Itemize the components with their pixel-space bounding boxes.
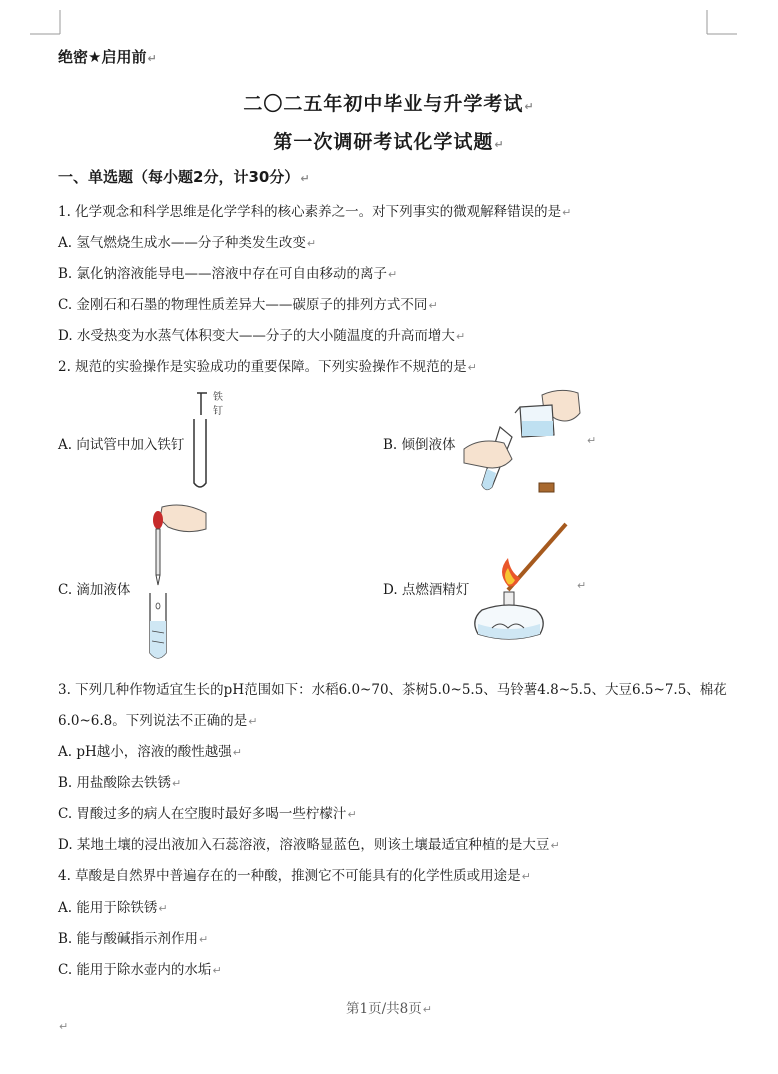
option-a[interactable]: A. 氢气燃烧生成水——分子种类发生改变↵ <box>58 235 317 251</box>
paragraph-mark-icon: ↵ <box>199 933 209 946</box>
paragraph-mark-icon: ↵ <box>524 100 535 113</box>
paragraph-mark-icon: ↵ <box>428 299 438 312</box>
option-b[interactable]: B. 倾倒液体 <box>383 437 456 453</box>
crop-mark-icon <box>30 10 62 36</box>
paragraph-mark-icon: ↵ <box>300 172 310 185</box>
figure-label: 铁 <box>213 392 223 403</box>
figure-label: 钉 <box>213 406 223 417</box>
option-d[interactable]: D. 某地土壤的浸出液加入石蕊溶液，溶液略显蓝色，则该土壤最适宜种植的是大豆↵ <box>58 837 560 853</box>
paragraph-mark-icon: ↵ <box>494 138 505 151</box>
question-stem-continued: 6.0~6.8。下列说法不正确的是↵ <box>58 713 258 729</box>
paragraph-mark-icon: ↵ <box>347 808 357 821</box>
page-number-footer: 第1页/共8页↵ <box>346 1001 432 1017</box>
option-c[interactable]: C. 能用于除水壶内的水垢↵ <box>58 962 222 978</box>
section-heading: 一、单选题（每小题2分，计30分）↵ <box>58 168 310 186</box>
paragraph-mark-icon: ↵ <box>232 746 242 759</box>
question-stem: 1. 化学观念和科学思维是化学学科的核心素养之一。对下列事实的微观解释错误的是↵ <box>58 204 572 220</box>
option-a[interactable]: A. pH越小，溶液的酸性越强↵ <box>58 744 242 760</box>
paragraph-mark-icon: ↵ <box>521 870 531 883</box>
paragraph-mark-icon: ↵ <box>455 330 466 343</box>
paragraph-mark-icon: ↵ <box>147 52 157 65</box>
pouring-liquid-figure <box>460 383 585 498</box>
option-d[interactable]: D. 水受热变为水蒸气体积变大——分子的大小随温度的升高而增大↵ <box>58 328 466 344</box>
option-b[interactable]: B. 能与酸碱指示剂作用↵ <box>58 931 209 947</box>
confidential-label: 绝密★启用前↵ <box>58 48 157 66</box>
option-b[interactable]: B. 氯化钠溶液能导电——溶液中存在可自由移动的离子↵ <box>58 266 398 282</box>
option-a[interactable]: A. 能用于除铁锈↵ <box>58 900 168 916</box>
option-a[interactable]: A. 向试管中加入铁钉 <box>58 437 185 453</box>
question-stem: 3. 下列几种作物适宜生长的pH范围如下：水稻6.0~70、茶树5.0~5.5、马铃薯4.8~5.5、大豆6.5~7.5、棉花 <box>58 682 727 698</box>
paragraph-mark-icon: ↵ <box>577 579 587 592</box>
paragraph-mark-icon: ↵ <box>306 237 317 250</box>
paragraph-mark-icon: ↵ <box>172 777 182 790</box>
option-c[interactable]: C. 金刚石和石墨的物理性质差异大——碳原子的排列方式不同↵ <box>58 297 438 313</box>
exam-subtitle: 第一次调研考试化学试题↵ <box>273 131 505 153</box>
option-c[interactable]: C. 胃酸过多的病人在空腹时最好多喝一些柠檬汁↵ <box>58 806 357 822</box>
option-b[interactable]: B. 用盐酸除去铁锈↵ <box>58 775 182 791</box>
exam-title: 二〇二五年初中毕业与升学考试↵ <box>243 93 535 115</box>
paragraph-mark-icon: ↵ <box>587 434 597 447</box>
test-tube-iron-nail-figure <box>180 385 240 497</box>
paragraph-mark-icon: ↵ <box>212 964 222 977</box>
paragraph-mark-icon: ↵ <box>550 839 560 852</box>
alcohol-lamp-figure <box>470 520 568 650</box>
option-c[interactable]: C. 滴加液体 <box>58 582 131 598</box>
paragraph-mark-icon: ↵ <box>562 206 572 219</box>
paragraph-mark-icon: ↵ <box>248 715 258 728</box>
paragraph-mark-icon: ↵ <box>59 1020 69 1033</box>
option-d[interactable]: D. 点燃酒精灯 <box>383 582 470 598</box>
dropper-figure <box>140 503 212 665</box>
paragraph-mark-icon: ↵ <box>467 361 477 374</box>
question-stem: 4. 草酸是自然界中普遍存在的一种酸，推测它不可能具有的化学性质或用途是↵ <box>58 868 531 884</box>
paragraph-mark-icon: ↵ <box>422 1003 432 1016</box>
paragraph-mark-icon: ↵ <box>388 268 398 281</box>
paragraph-mark-icon: ↵ <box>158 902 168 915</box>
question-stem: 2. 规范的实验操作是实验成功的重要保障。下列实验操作不规范的是↵ <box>58 359 477 375</box>
crop-mark-icon <box>705 10 737 36</box>
